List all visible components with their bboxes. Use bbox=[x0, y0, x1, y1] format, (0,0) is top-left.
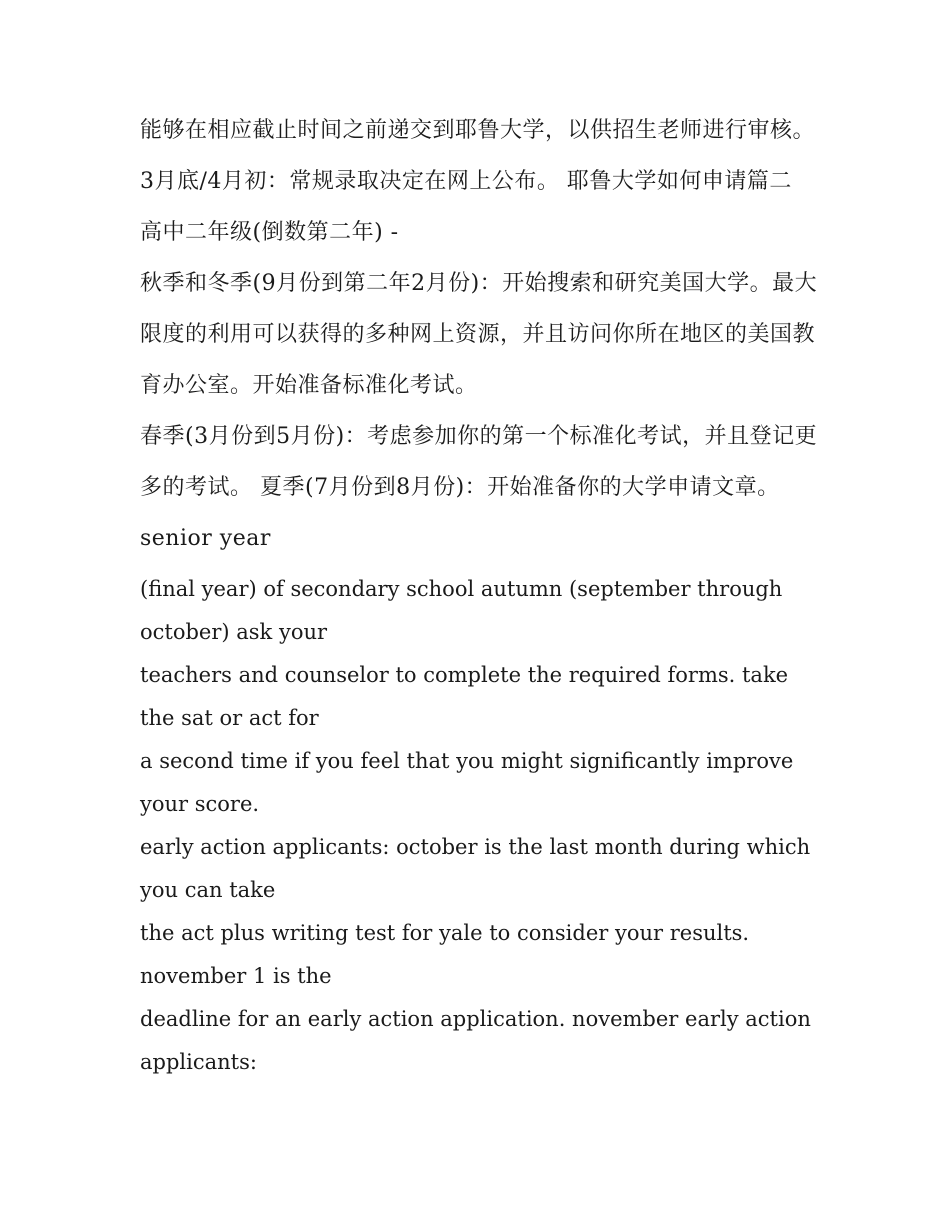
paragraph-spring-summer: 春季(3月份到5月份)：考虑参加你的第一个标准化考试，并且登记更多的考试。 夏季(7月份到8月份)：开始准备你的大学申请文章。 senior year bbox=[140, 424, 818, 551]
paragraph-regular-decision: 3月底/4月初：常规录取决定在网上公布。 耶鲁大学如何申请篇二 高中二年级(倒数第二年) - bbox=[140, 169, 792, 245]
paragraph-deadline: deadline for an early action application. november early action applicants: bbox=[140, 1007, 811, 1074]
paragraph-early-action-october: early action applicants: october is the last month during which you can take bbox=[140, 835, 811, 902]
paragraph-review-deadline: 能够在相应截止时间之前递交到耶鲁大学，以供招生老师进行审核。 bbox=[140, 118, 816, 143]
paragraph-act-writing: the act plus writing test for yale to consider your results. november 1 is the bbox=[140, 921, 750, 988]
paragraph-second-time: a second time if you feel that you might significantly improve your score. bbox=[140, 749, 794, 816]
paragraph-final-year: (final year) of secondary school autumn (september through october) ask your bbox=[140, 577, 783, 644]
document-body bbox=[140, 105, 820, 1084]
paragraph-autumn-winter: 秋季和冬季(9月份到第二年2月份)：开始搜索和研究美国大学。最大限度的利用可以获得的多种网上资源，并且访问你所在地区的美国教育办公室。开始准备标准化考试。 bbox=[140, 271, 818, 398]
paragraph-teachers-counselor: teachers and counselor to complete the required forms. take the sat or act for bbox=[140, 663, 789, 730]
